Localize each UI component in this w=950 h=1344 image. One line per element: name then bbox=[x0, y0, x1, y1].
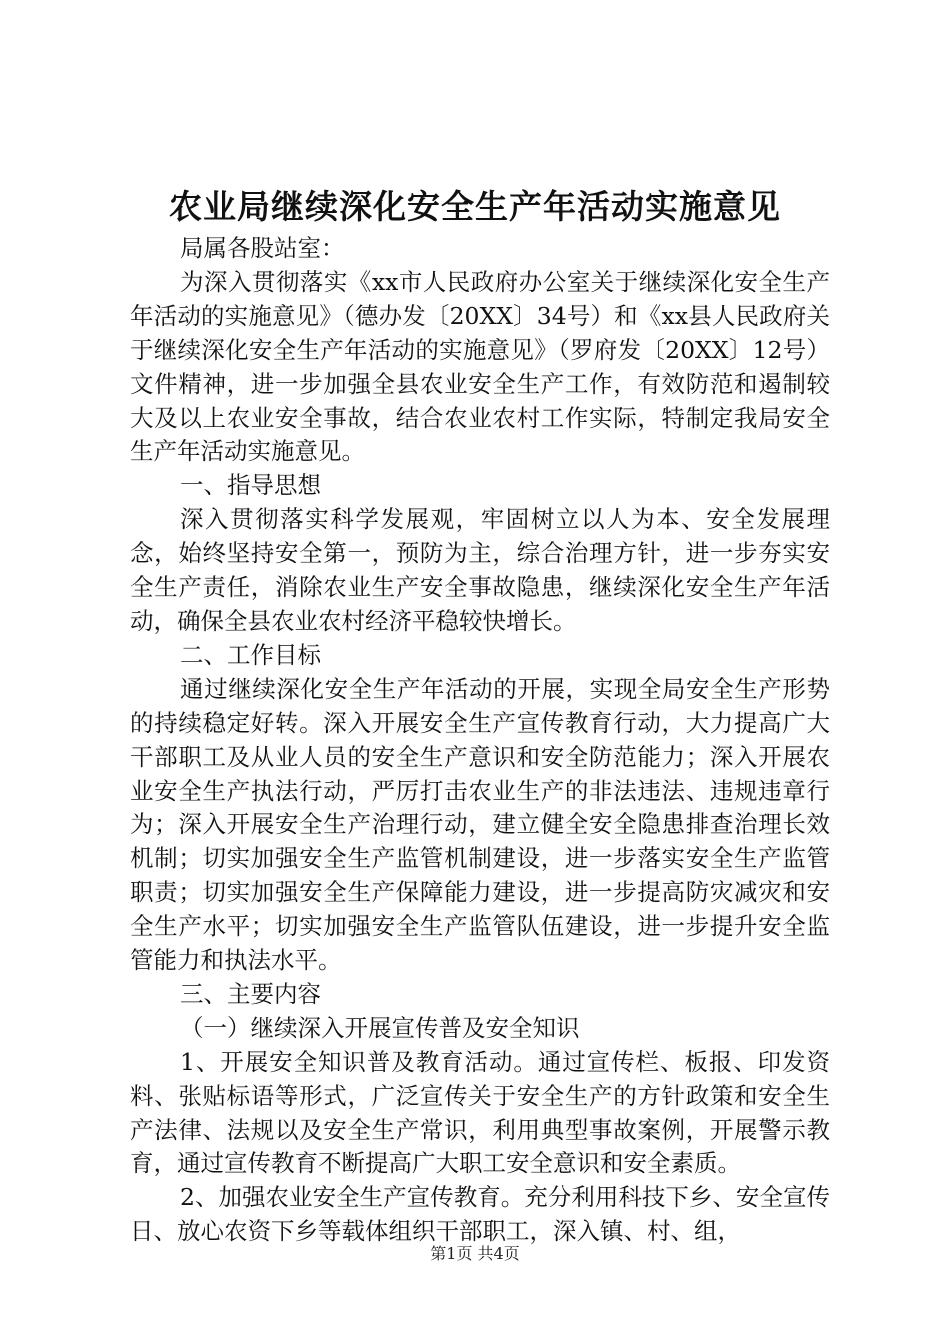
item-paragraph-2: 2、加强农业安全生产宣传教育。充分利用科技下乡、安全宣传日、放心农资下乡等载体组织干部职工，深入镇、村、组， bbox=[130, 1183, 830, 1246]
section-heading-work-goals: 二、工作目标 bbox=[180, 640, 321, 669]
document-body bbox=[130, 232, 830, 1249]
intro-paragraph: 为深入贯彻落实《xx市人民政府办公室关于继续深化安全生产年活动的实施意见》（德办发〔20XX〕34号）和《xx县人民政府关于继续深化安全生产年活动的实施意见》（罗府发〔20XX〕12号）文件精神，进一步加强全县农业安全生产工作，有效防范和遏制较大及以上农业安全事故，结合农业农村工作实际，特制定我局安全生产年活动实施意见。 bbox=[130, 267, 830, 466]
section-heading-guiding-thought: 一、指导思想 bbox=[180, 471, 321, 500]
item-paragraph-1: 1、开展安全知识普及教育活动。通过宣传栏、板报、印发资料、张贴标语等形式，广泛宣传关于安全生产的方针政策和安全生产法律、法规以及安全生产常识，利用典型事故案例，开展警示教育，通过宣传教育不断提高广大职工安全意识和安全素质。 bbox=[130, 1047, 830, 1178]
work-goals-paragraph: 通过继续深化安全生产年活动的开展，实现全局安全生产形势的持续稳定好转。深入开展安全生产宣传教育行动，大力提高广大干部职工及从业人员的安全生产意识和安全防范能力；深入开展农业安全生产执法行动，严厉打击农业生产的非法违法、违规违章行为；深入开展安全生产治理行动，建立健全安全隐患排查治理长效机制；切实加强安全生产监管机制建设，进一步落实安全生产监管职责；切实加强安全生产保障能力建设，进一步提高防灾减灾和安全生产水平；切实加强安全生产监管队伍建设，进一步提升安全监管能力和执法水平。 bbox=[130, 674, 830, 975]
page-footer: 第1页 共4页 bbox=[430, 1244, 520, 1263]
document-title: 农业局继续深化安全生产年活动实施意见 bbox=[169, 187, 781, 226]
subsection-heading-publicity: （一）继续深入开展宣传普及安全知识 bbox=[180, 1013, 580, 1042]
section-heading-main-content: 三、主要内容 bbox=[180, 979, 321, 1008]
guiding-thought-paragraph: 深入贯彻落实科学发展观，牢固树立以人为本、安全发展理念，始终坚持安全第一，预防为主，综合治理方针，进一步夯实安全生产责任，消除农业生产安全事故隐患，继续深化安全生产年活动，确保全县农业农村经济平稳较快增长。 bbox=[130, 505, 830, 635]
salutation: 局属各股站室： bbox=[180, 234, 345, 262]
